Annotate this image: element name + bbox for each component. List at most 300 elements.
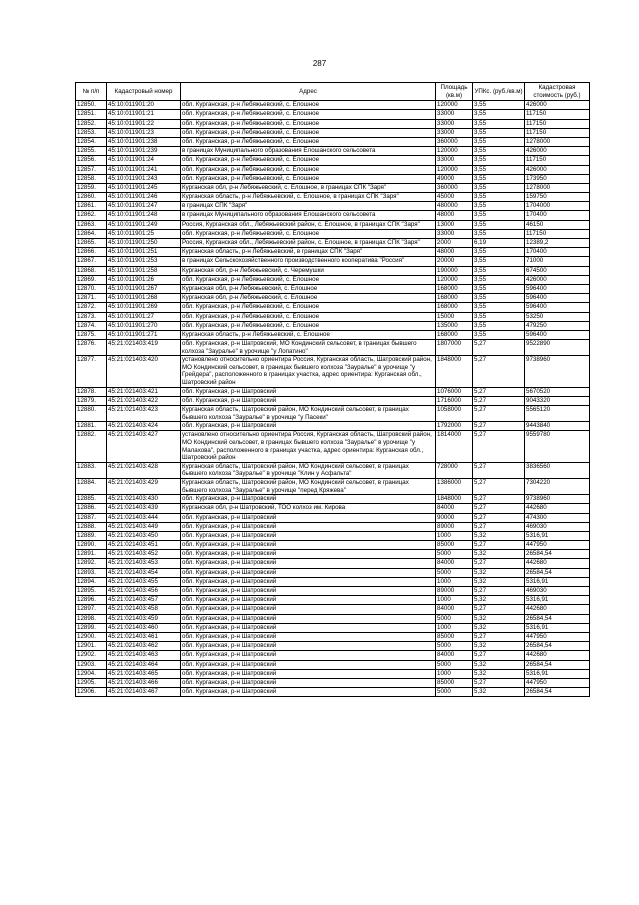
table-row bbox=[76, 137, 590, 146]
address-cell: Курганская обл, р-н Лебяжьевский, с. Елошное bbox=[181, 284, 436, 293]
address-cell: Курганская область, р-н Лебяжьевский, с. Елошное, в границах СПК "Заря" bbox=[181, 193, 436, 202]
cadastral-number-cell: 45:21:021403:428 bbox=[107, 462, 181, 478]
cadastral-number-cell: 45:10:011901:269 bbox=[107, 303, 181, 312]
area-cell: 5000 bbox=[436, 568, 473, 577]
area-cell: 1000 bbox=[436, 577, 473, 586]
cadastral-cost-cell: 5316,91 bbox=[525, 623, 590, 632]
row-num-cell: 12852. bbox=[76, 119, 107, 128]
area-cell: 84000 bbox=[436, 605, 473, 614]
area-cell: 2000 bbox=[436, 239, 473, 248]
row-num-cell: 12899. bbox=[76, 623, 107, 632]
row-num-cell: 12877. bbox=[76, 356, 107, 387]
cadastral-number-cell: 45:10:011901:239 bbox=[107, 147, 181, 156]
address-cell: Курганская область, Шатровский район, МО Кондинский сельсовет, в границах бывшего колхоза "Зауралье" в урочище "Клин у Асфальта" bbox=[181, 462, 436, 478]
upks-cell: 5,27 bbox=[473, 431, 525, 462]
table-row bbox=[76, 174, 590, 183]
table-row bbox=[76, 632, 590, 641]
cadastral-cost-cell: 117150 bbox=[525, 156, 590, 165]
address-cell: обл. Курганская, р-н Шатровский bbox=[181, 623, 436, 632]
cadastral-number-cell: 45:21:021403:427 bbox=[107, 431, 181, 462]
table-row bbox=[76, 248, 590, 257]
upks-cell: 5,27 bbox=[473, 678, 525, 687]
cadastral-cost-cell: 9522890 bbox=[525, 340, 590, 356]
row-num-cell: 12889. bbox=[76, 531, 107, 540]
cadastral-number-cell: 45:10:011901:238 bbox=[107, 137, 181, 146]
area-cell: 33000 bbox=[436, 119, 473, 128]
upks-cell: 5,27 bbox=[473, 651, 525, 660]
upks-cell: 5,27 bbox=[473, 504, 525, 513]
table-row bbox=[76, 431, 590, 462]
table-row bbox=[76, 577, 590, 586]
cadastral-cost-cell: 5316,91 bbox=[525, 531, 590, 540]
address-cell: Курганская обл, р-н Лебяжьевский, с. Елошное bbox=[181, 294, 436, 303]
row-num-cell: 12884. bbox=[76, 478, 107, 494]
table-row bbox=[76, 156, 590, 165]
upks-cell: 5,27 bbox=[473, 356, 525, 387]
cadastral-table bbox=[75, 82, 590, 697]
area-cell: 168000 bbox=[436, 294, 473, 303]
cadastral-cost-cell: 426000 bbox=[525, 147, 590, 156]
cadastral-number-cell: 45:10:011901:27 bbox=[107, 312, 181, 321]
row-num-cell: 12895. bbox=[76, 587, 107, 596]
upks-cell: 3,55 bbox=[473, 119, 525, 128]
upks-cell: 6,19 bbox=[473, 239, 525, 248]
area-cell: 33000 bbox=[436, 110, 473, 119]
area-cell: 15000 bbox=[436, 312, 473, 321]
cadastral-number-cell: 45:10:011901:271 bbox=[107, 330, 181, 339]
address-cell: обл. Курганская, р-н Шатровский bbox=[181, 632, 436, 641]
address-cell: обл. Курганская, р-н Шатровский bbox=[181, 577, 436, 586]
upks-cell: 3,55 bbox=[473, 156, 525, 165]
cadastral-cost-cell: 26584,54 bbox=[525, 550, 590, 559]
address-cell: Курганская область, р-н Лебяжьевский, с. Елошное bbox=[181, 330, 436, 339]
address-cell: обл. Курганская, р-н Лебяжьевский, с. Елошное bbox=[181, 321, 436, 330]
cadastral-cost-cell: 159750 bbox=[525, 193, 590, 202]
address-cell: в границах СПК "Заря" bbox=[181, 202, 436, 211]
upks-cell: 3,55 bbox=[473, 193, 525, 202]
cadastral-cost-cell: 9738960 bbox=[525, 356, 590, 387]
address-cell: обл. Курганская, р-н Шатровский bbox=[181, 614, 436, 623]
upks-cell: 3,55 bbox=[473, 275, 525, 284]
cadastral-cost-cell: 442680 bbox=[525, 651, 590, 660]
table-row bbox=[76, 275, 590, 284]
table-row bbox=[76, 478, 590, 494]
cadastral-number-cell: 45:10:011901:241 bbox=[107, 165, 181, 174]
upks-cell: 5,32 bbox=[473, 660, 525, 669]
area-cell: 1000 bbox=[436, 531, 473, 540]
address-cell: обл. Курганская, р-н Шатровский bbox=[181, 568, 436, 577]
address-cell: обл. Курганская, р-н Шатровский, МО Кондинский сельсовет, в границах бывшего колхоза "Зауралье" в урочище "у Лопатино" bbox=[181, 340, 436, 356]
address-cell: установлено относительно ориентира Россия, Курганская область, Шатровский район, МО Кондинский сельсовет, в границах бывшего колхоза "Зауралье" в урочище "у Малахова", расположенного в границах участка, адрес ориентира: Курганская обл., Шатровский район bbox=[181, 431, 436, 462]
row-num-cell: 12891. bbox=[76, 550, 107, 559]
header-cadastral-number: Кадастровый номер bbox=[107, 83, 181, 101]
cadastral-number-cell: 45:21:021403:453 bbox=[107, 559, 181, 568]
row-num-cell: 12897. bbox=[76, 605, 107, 614]
cadastral-cost-cell: 5316,91 bbox=[525, 596, 590, 605]
cadastral-number-cell: 45:21:021403:466 bbox=[107, 678, 181, 687]
cadastral-cost-cell: 426000 bbox=[525, 165, 590, 174]
cadastral-number-cell: 45:10:011901:243 bbox=[107, 174, 181, 183]
table-row bbox=[76, 642, 590, 651]
table-row bbox=[76, 128, 590, 137]
table-row bbox=[76, 396, 590, 405]
address-cell: обл. Курганская, р-н Шатровский bbox=[181, 559, 436, 568]
address-cell: Курганская обл, р-н Лебяжьевский, с. Елошное, в границах СПК "Заря" bbox=[181, 183, 436, 192]
row-num-cell: 12874. bbox=[76, 321, 107, 330]
address-cell: обл. Курганская, р-н Лебяжьевский, с. Елошное bbox=[181, 128, 436, 137]
area-cell: 5000 bbox=[436, 688, 473, 697]
row-num-cell: 12888. bbox=[76, 522, 107, 531]
cadastral-number-cell: 45:10:011901:21 bbox=[107, 110, 181, 119]
row-num-cell: 12856. bbox=[76, 156, 107, 165]
cadastral-number-cell: 45:10:011901:25 bbox=[107, 229, 181, 238]
row-num-cell: 12854. bbox=[76, 137, 107, 146]
cadastral-number-cell: 45:10:011901:268 bbox=[107, 294, 181, 303]
table-row bbox=[76, 294, 590, 303]
area-cell: 168000 bbox=[436, 303, 473, 312]
area-cell: 48000 bbox=[436, 248, 473, 257]
address-cell: обл. Курганская, р-н Шатровский bbox=[181, 688, 436, 697]
area-cell: 20000 bbox=[436, 257, 473, 266]
cadastral-number-cell: 45:21:021403:449 bbox=[107, 522, 181, 531]
address-cell: обл. Курганская, р-н Лебяжьевский, с. Елошное bbox=[181, 119, 436, 128]
upks-cell: 5,27 bbox=[473, 387, 525, 396]
cadastral-number-cell: 45:10:011901:22 bbox=[107, 119, 181, 128]
cadastral-number-cell: 45:10:011901:267 bbox=[107, 284, 181, 293]
area-cell: 89000 bbox=[436, 587, 473, 596]
upks-cell: 3,55 bbox=[473, 321, 525, 330]
cadastral-cost-cell: 173950 bbox=[525, 174, 590, 183]
cadastral-cost-cell: 170400 bbox=[525, 211, 590, 220]
cadastral-number-cell: 45:21:021403:461 bbox=[107, 632, 181, 641]
address-cell: обл. Курганская, р-н Лебяжьевский, с. Елошное bbox=[181, 174, 436, 183]
area-cell: 1716000 bbox=[436, 396, 473, 405]
area-cell: 90000 bbox=[436, 513, 473, 522]
upks-cell: 3,55 bbox=[473, 229, 525, 238]
cadastral-cost-cell: 3836560 bbox=[525, 462, 590, 478]
cadastral-number-cell: 45:10:011901:26 bbox=[107, 275, 181, 284]
cadastral-cost-cell: 447950 bbox=[525, 632, 590, 641]
table-row bbox=[76, 495, 590, 504]
address-cell: обл. Курганская, р-н Шатровский bbox=[181, 550, 436, 559]
row-num-cell: 12898. bbox=[76, 614, 107, 623]
address-cell: обл. Курганская, р-н Лебяжьевский, с. Елошное bbox=[181, 275, 436, 284]
area-cell: 33000 bbox=[436, 128, 473, 137]
address-cell: обл. Курганская, р-н Лебяжьевский, с. Елошное bbox=[181, 312, 436, 321]
row-num-cell: 12861. bbox=[76, 202, 107, 211]
cadastral-cost-cell: 117150 bbox=[525, 110, 590, 119]
row-num-cell: 12872. bbox=[76, 303, 107, 312]
row-num-cell: 12868. bbox=[76, 266, 107, 275]
row-num-cell: 12867. bbox=[76, 257, 107, 266]
address-cell: обл. Курганская, р-н Шатровский bbox=[181, 642, 436, 651]
area-cell: 13000 bbox=[436, 220, 473, 229]
table-row bbox=[76, 406, 590, 422]
table-row bbox=[76, 605, 590, 614]
cadastral-number-cell: 45:21:021403:457 bbox=[107, 596, 181, 605]
upks-cell: 3,55 bbox=[473, 202, 525, 211]
area-cell: 45000 bbox=[436, 193, 473, 202]
upks-cell: 5,27 bbox=[473, 522, 525, 531]
address-cell: Россия, Курганская обл., Лебяжьевский район, с. Елошное, в границах СПК "Заря" bbox=[181, 220, 436, 229]
cadastral-cost-cell: 479250 bbox=[525, 321, 590, 330]
address-cell: обл. Курганская, р-н Шатровский bbox=[181, 422, 436, 431]
row-num-cell: 12903. bbox=[76, 660, 107, 669]
upks-cell: 3,55 bbox=[473, 248, 525, 257]
upks-cell: 5,32 bbox=[473, 669, 525, 678]
cadastral-cost-cell: 5670520 bbox=[525, 387, 590, 396]
table-row bbox=[76, 587, 590, 596]
table-row bbox=[76, 193, 590, 202]
upks-cell: 3,55 bbox=[473, 303, 525, 312]
upks-cell: 3,55 bbox=[473, 284, 525, 293]
upks-cell: 3,55 bbox=[473, 174, 525, 183]
upks-cell: 5,27 bbox=[473, 495, 525, 504]
address-cell: в границах Муниципального образования Елошанского сельсовета bbox=[181, 211, 436, 220]
cadastral-number-cell: 45:21:021403:444 bbox=[107, 513, 181, 522]
area-cell: 5000 bbox=[436, 660, 473, 669]
upks-cell: 3,55 bbox=[473, 183, 525, 192]
row-num-cell: 12873. bbox=[76, 312, 107, 321]
cadastral-number-cell: 45:10:011901:249 bbox=[107, 220, 181, 229]
upks-cell: 3,55 bbox=[473, 330, 525, 339]
cadastral-number-cell: 45:10:011901:20 bbox=[107, 101, 181, 110]
cadastral-number-cell: 45:21:021403:460 bbox=[107, 623, 181, 632]
cadastral-cost-cell: 5565120 bbox=[525, 406, 590, 422]
area-cell: 1058000 bbox=[436, 406, 473, 422]
row-num-cell: 12906. bbox=[76, 688, 107, 697]
table-row bbox=[76, 312, 590, 321]
upks-cell: 3,55 bbox=[473, 101, 525, 110]
cadastral-cost-cell: 71000 bbox=[525, 257, 590, 266]
cadastral-number-cell: 45:21:021403:462 bbox=[107, 642, 181, 651]
upks-cell: 5,27 bbox=[473, 396, 525, 405]
row-num-cell: 12875. bbox=[76, 330, 107, 339]
address-cell: обл. Курганская, р-н Лебяжьевский, с. Елошное bbox=[181, 137, 436, 146]
cadastral-cost-cell: 117150 bbox=[525, 128, 590, 137]
address-cell: обл. Курганская, р-н Лебяжьевский, с. Елошное bbox=[181, 165, 436, 174]
area-cell: 85000 bbox=[436, 541, 473, 550]
row-num-cell: 12892. bbox=[76, 559, 107, 568]
table-row bbox=[76, 211, 590, 220]
cadastral-cost-cell: 26584,54 bbox=[525, 614, 590, 623]
area-cell: 1814000 bbox=[436, 431, 473, 462]
row-num-cell: 12864. bbox=[76, 229, 107, 238]
address-cell: Курганская область, р-н Лебяжьевский, в границах СПК "Заря" bbox=[181, 248, 436, 257]
area-cell: 1000 bbox=[436, 669, 473, 678]
row-num-cell: 12904. bbox=[76, 669, 107, 678]
cadastral-number-cell: 45:21:021403:419 bbox=[107, 340, 181, 356]
upks-cell: 5,32 bbox=[473, 623, 525, 632]
address-cell: Курганская область, Шатровский район, МО Кондинский сельсовет, в границах бывшего колхоза "Зауралье" в урочище "перед Кряжева" bbox=[181, 478, 436, 494]
area-cell: 85000 bbox=[436, 632, 473, 641]
address-cell: установлено относительно ориентира Россия, Курганская область, Шатровский район, МО Кондинский сельсовет, в границах бывшего колхоза "Зауралье" в урочище "у Грейдера", расположенного в границах участка, адрес ориентира: Курганская обл., Шатровский район bbox=[181, 356, 436, 387]
table-row bbox=[76, 559, 590, 568]
area-cell: 1000 bbox=[436, 623, 473, 632]
address-cell: обл. Курганская, р-н Шатровский bbox=[181, 651, 436, 660]
area-cell: 480000 bbox=[436, 202, 473, 211]
table-row bbox=[76, 387, 590, 396]
cadastral-number-cell: 45:10:011901:24 bbox=[107, 156, 181, 165]
row-num-cell: 12900. bbox=[76, 632, 107, 641]
area-cell: 168000 bbox=[436, 284, 473, 293]
cadastral-number-cell: 45:10:011901:245 bbox=[107, 183, 181, 192]
cadastral-cost-cell: 596400 bbox=[525, 330, 590, 339]
upks-cell: 5,27 bbox=[473, 422, 525, 431]
table-row bbox=[76, 356, 590, 387]
table-row bbox=[76, 119, 590, 128]
table-row bbox=[76, 614, 590, 623]
address-cell: обл. Курганская, р-н Лебяжьевский, с. Елошное bbox=[181, 101, 436, 110]
area-cell: 49000 bbox=[436, 174, 473, 183]
row-num-cell: 12882. bbox=[76, 431, 107, 462]
row-num-cell: 12885. bbox=[76, 495, 107, 504]
cadastral-number-cell: 45:21:021403:439 bbox=[107, 504, 181, 513]
table-row bbox=[76, 229, 590, 238]
address-cell: Курганская обл, р-н Шатровский, ТОО колхоз им. Кирова bbox=[181, 504, 436, 513]
header-upks: УПКс. (руб./кв.м) bbox=[473, 83, 525, 101]
upks-cell: 3,55 bbox=[473, 220, 525, 229]
cadastral-cost-cell: 1704000 bbox=[525, 202, 590, 211]
address-cell: обл. Курганская, р-н Шатровский bbox=[181, 513, 436, 522]
table-row bbox=[76, 651, 590, 660]
table-row bbox=[76, 340, 590, 356]
row-num-cell: 12886. bbox=[76, 504, 107, 513]
cadastral-number-cell: 45:21:021403:421 bbox=[107, 387, 181, 396]
area-cell: 48000 bbox=[436, 211, 473, 220]
upks-cell: 5,27 bbox=[473, 513, 525, 522]
address-cell: обл. Курганская, р-н Лебяжьевский, с. Елошное bbox=[181, 229, 436, 238]
cadastral-number-cell: 45:10:011901:248 bbox=[107, 211, 181, 220]
table-row bbox=[76, 220, 590, 229]
cadastral-number-cell: 45:21:021403:464 bbox=[107, 660, 181, 669]
upks-cell: 5,27 bbox=[473, 406, 525, 422]
area-cell: 1848000 bbox=[436, 356, 473, 387]
address-cell: обл. Курганская, р-н Шатровский bbox=[181, 541, 436, 550]
table-header-row bbox=[76, 83, 590, 101]
cadastral-number-cell: 45:21:021403:458 bbox=[107, 605, 181, 614]
cadastral-cost-cell: 596400 bbox=[525, 284, 590, 293]
address-cell: Россия, Курганская обл., Лебяжьевский район, с. Елошное, в границах СПК "Заря" bbox=[181, 239, 436, 248]
area-cell: 1848000 bbox=[436, 495, 473, 504]
row-num-cell: 12876. bbox=[76, 340, 107, 356]
area-cell: 84000 bbox=[436, 504, 473, 513]
cadastral-cost-cell: 447950 bbox=[525, 541, 590, 550]
table-row bbox=[76, 678, 590, 687]
address-cell: в границах Муниципального образования Елошанского сельсовета bbox=[181, 147, 436, 156]
row-num-cell: 12862. bbox=[76, 211, 107, 220]
area-cell: 1386000 bbox=[436, 478, 473, 494]
row-num-cell: 12869. bbox=[76, 275, 107, 284]
row-num-cell: 12880. bbox=[76, 406, 107, 422]
area-cell: 84000 bbox=[436, 651, 473, 660]
table-row bbox=[76, 266, 590, 275]
row-num-cell: 12860. bbox=[76, 193, 107, 202]
cadastral-cost-cell: 469030 bbox=[525, 522, 590, 531]
upks-cell: 3,55 bbox=[473, 294, 525, 303]
cadastral-cost-cell: 7304220 bbox=[525, 478, 590, 494]
cadastral-number-cell: 45:10:011901:270 bbox=[107, 321, 181, 330]
cadastral-cost-cell: 9559780 bbox=[525, 431, 590, 462]
area-cell: 120000 bbox=[436, 101, 473, 110]
area-cell: 33000 bbox=[436, 156, 473, 165]
cadastral-cost-cell: 469030 bbox=[525, 587, 590, 596]
header-cadastral-cost: Кадастровая стоимость (руб.) bbox=[525, 83, 590, 101]
area-cell: 135000 bbox=[436, 321, 473, 330]
area-cell: 5000 bbox=[436, 642, 473, 651]
row-num-cell: 12893. bbox=[76, 568, 107, 577]
cadastral-number-cell: 45:21:021403:450 bbox=[107, 531, 181, 540]
cadastral-cost-cell: 674500 bbox=[525, 266, 590, 275]
cadastral-number-cell: 45:21:021403:423 bbox=[107, 406, 181, 422]
page-number: 287 bbox=[312, 59, 327, 68]
header-num: № п/п bbox=[76, 83, 107, 101]
cadastral-number-cell: 45:10:011901:247 bbox=[107, 202, 181, 211]
row-num-cell: 12863. bbox=[76, 220, 107, 229]
row-num-cell: 12878. bbox=[76, 387, 107, 396]
area-cell: 190000 bbox=[436, 266, 473, 275]
address-cell: в границах Сельскохозяйственного производственного кооператива "Россия" bbox=[181, 257, 436, 266]
cadastral-cost-cell: 9738960 bbox=[525, 495, 590, 504]
cadastral-cost-cell: 46150 bbox=[525, 220, 590, 229]
upks-cell: 5,32 bbox=[473, 642, 525, 651]
upks-cell: 3,55 bbox=[473, 110, 525, 119]
table-row bbox=[76, 504, 590, 513]
cadastral-cost-cell: 12389,2 bbox=[525, 239, 590, 248]
row-num-cell: 12905. bbox=[76, 678, 107, 687]
row-num-cell: 12858. bbox=[76, 174, 107, 183]
table-row bbox=[76, 330, 590, 339]
cadastral-cost-cell: 26584,54 bbox=[525, 568, 590, 577]
area-cell: 1076000 bbox=[436, 387, 473, 396]
cadastral-number-cell: 45:10:011901:253 bbox=[107, 257, 181, 266]
address-cell: обл. Курганская, р-н Шатровский bbox=[181, 660, 436, 669]
area-cell: 360000 bbox=[436, 183, 473, 192]
table-row bbox=[76, 513, 590, 522]
table-row bbox=[76, 550, 590, 559]
row-num-cell: 12881. bbox=[76, 422, 107, 431]
table-row bbox=[76, 147, 590, 156]
table-row bbox=[76, 202, 590, 211]
area-cell: 1792000 bbox=[436, 422, 473, 431]
header-address: Адрес bbox=[181, 83, 436, 101]
row-num-cell: 12890. bbox=[76, 541, 107, 550]
row-num-cell: 12853. bbox=[76, 128, 107, 137]
cadastral-number-cell: 45:21:021403:454 bbox=[107, 568, 181, 577]
cadastral-cost-cell: 117150 bbox=[525, 229, 590, 238]
row-num-cell: 12850. bbox=[76, 101, 107, 110]
address-cell: Курганская обл, р-н Лебяжьевский, с. Черемушки bbox=[181, 266, 436, 275]
table-row bbox=[76, 462, 590, 478]
cadastral-cost-cell: 442680 bbox=[525, 605, 590, 614]
table-row bbox=[76, 321, 590, 330]
address-cell: обл. Курганская, р-н Шатровский bbox=[181, 396, 436, 405]
row-num-cell: 12887. bbox=[76, 513, 107, 522]
cadastral-cost-cell: 9443840 bbox=[525, 422, 590, 431]
row-num-cell: 12883. bbox=[76, 462, 107, 478]
area-cell: 33000 bbox=[436, 229, 473, 238]
cadastral-cost-cell: 596400 bbox=[525, 303, 590, 312]
cadastral-number-cell: 45:21:021403:463 bbox=[107, 651, 181, 660]
cadastral-number-cell: 45:21:021403:455 bbox=[107, 577, 181, 586]
upks-cell: 5,27 bbox=[473, 559, 525, 568]
upks-cell: 3,55 bbox=[473, 128, 525, 137]
cadastral-cost-cell: 26584,54 bbox=[525, 660, 590, 669]
row-num-cell: 12896. bbox=[76, 596, 107, 605]
table-row bbox=[76, 239, 590, 248]
address-cell: обл. Курганская, р-н Шатровский bbox=[181, 495, 436, 504]
area-cell: 120000 bbox=[436, 147, 473, 156]
